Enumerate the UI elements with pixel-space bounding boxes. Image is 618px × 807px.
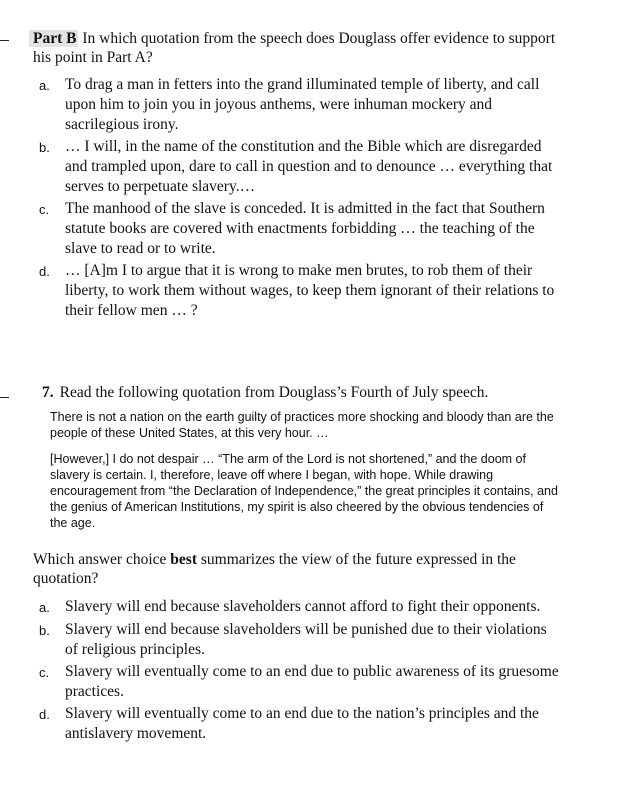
margin-mark-q7 xyxy=(0,397,9,398)
part-b-choice-a[interactable] xyxy=(33,75,561,135)
part-b-choice-c[interactable] xyxy=(33,199,561,259)
question-number: 7. xyxy=(42,384,54,401)
choice-text: … I will, in the name of the constitution and the Bible which are disregarded and trampled upon, dare to call in question and to denounce … everything that serves to perpetuate slavery.… xyxy=(65,138,553,195)
question-7-prompt xyxy=(33,550,561,588)
question-7-stem xyxy=(42,383,562,402)
margin-mark-top xyxy=(0,40,9,41)
part-b-label: Part B xyxy=(29,30,78,47)
part-b-choice-d[interactable] xyxy=(33,261,561,321)
quotation-paragraph-1: There is not a nation on the earth guilty of practices more shocking and bloody than are the people of these United States, at this very hour. … xyxy=(50,410,554,440)
prompt-before: Which answer choice xyxy=(33,551,167,568)
prompt-emphasis: best xyxy=(170,551,197,568)
choice-text: Slavery will eventually come to an end due to public awareness of its gruesome practices. xyxy=(65,663,559,700)
q7-choice-d[interactable] xyxy=(33,704,561,744)
choice-text: The manhood of the slave is conceded. It is admitted in the fact that Southern statute books are covered with enactments forbidding … the teaching of the slave to read or to write. xyxy=(65,200,545,257)
part-b-prompt: In which quotation from the speech does Douglass offer evidence to support his point in Part A? xyxy=(33,30,556,66)
choice-letter: a. xyxy=(39,600,50,615)
choice-letter: d. xyxy=(39,264,50,279)
q7-choice-b[interactable] xyxy=(33,620,561,660)
q7-choice-c[interactable] xyxy=(33,662,561,702)
choice-text: Slavery will end because slaveholders will be punished due to their violations of religious principles. xyxy=(65,621,547,658)
choice-text: Slavery will end because slaveholders cannot afford to fight their opponents. xyxy=(65,598,541,615)
prompt-after: summarizes the view of the future expressed in the quotation? xyxy=(33,551,516,587)
q7-choice-a[interactable] xyxy=(33,597,561,618)
choice-text: … [A]m I to argue that it is wrong to make men brutes, to rob them of their liberty, to work them without wages, to keep them ignorant of their relations to their fellow men … ? xyxy=(65,262,555,319)
choice-letter: a. xyxy=(39,78,50,93)
question-7-stem-text: Read the following quotation from Douglass’s Fourth of July speech. xyxy=(59,384,489,401)
quotation-paragraph-2: [However,] I do not despair … “The arm of the Lord is not shortened,” and the doom of slavery is certain. I, therefore, leave off where I began, with hope. While drawing encouragement from “the Declaration of Independence,” the great principles it contains, and the genius of American Institutions, my spirit is also cheered by the obvious tendencies of the age. xyxy=(50,452,558,530)
choice-letter: d. xyxy=(39,707,50,722)
choice-letter: b. xyxy=(39,140,50,155)
part-b-choices xyxy=(33,75,561,323)
part-b-choice-b[interactable] xyxy=(33,137,561,197)
choice-letter: b. xyxy=(39,623,50,638)
choice-letter: c. xyxy=(39,202,50,217)
choice-text: Slavery will eventually come to an end due to the nation’s principles and the antislavery movement. xyxy=(65,705,539,742)
choice-text: To drag a man in fetters into the grand illuminated temple of liberty, and call upon him to join you in joyous anthems, were inhuman mockery and sacrilegious irony. xyxy=(65,76,540,133)
choice-letter: c. xyxy=(39,665,50,680)
part-b-question xyxy=(33,29,561,67)
question-7-choices xyxy=(33,597,561,746)
